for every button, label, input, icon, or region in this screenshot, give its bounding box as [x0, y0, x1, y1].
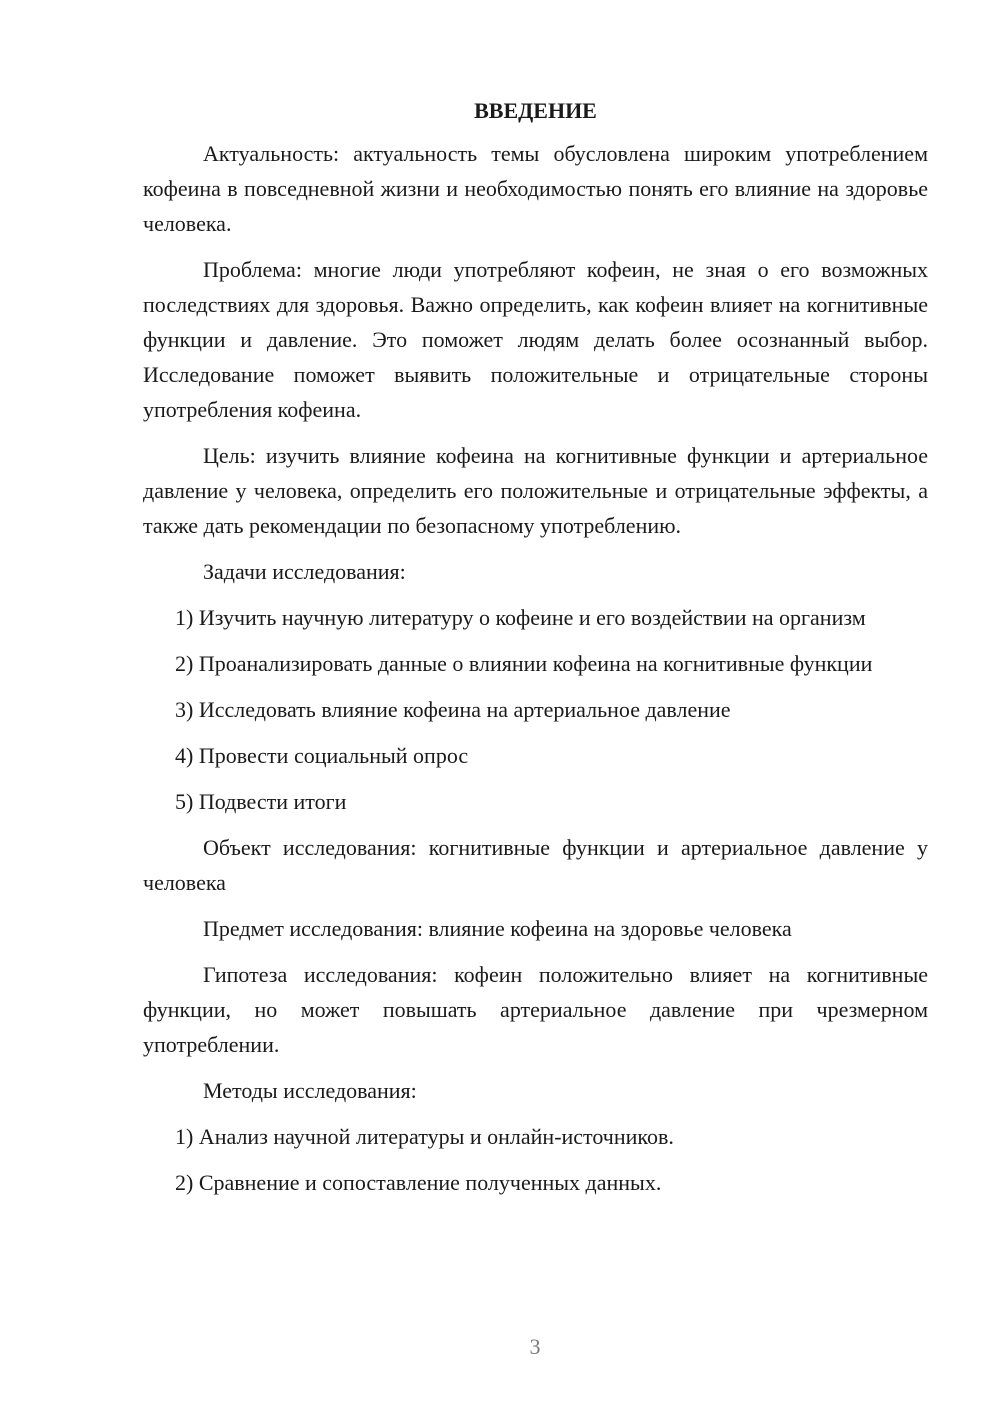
task-item: 3) Исследовать влияние кофеина на артериальное давление [175, 697, 731, 722]
object-paragraph: Объект исследования: когнитивные функции и артериальное давление у человека [143, 835, 928, 895]
problem-paragraph: Проблема: многие люди употребляют кофеин, не зная о его возможных последствиях для здоровья. Важно определить, как кофеин влияет на когнитивные функции и давление. Это поможет людям делать более осознанный выбор. Исследование поможет выявить положительные и отрицательные стороны употребления кофеина. [143, 257, 928, 422]
subject-paragraph: Предмет исследования: влияние кофеина на здоровье человека [203, 916, 792, 941]
relevance-paragraph: Актуальность: актуальность темы обусловлена широким употреблением кофеина в повседневной жизни и необходимостью понять его влияние на здоровье человека. [143, 141, 928, 236]
tasks-heading: Задачи исследования: [203, 559, 406, 584]
task-item: 1) Изучить научную литературу о кофеине и его воздействии на организм [175, 605, 866, 630]
method-item: 2) Сравнение и сопоставление полученных данных. [175, 1170, 662, 1195]
task-item: 2) Проанализировать данные о влиянии кофеина на когнитивные функции [175, 651, 873, 676]
page-number: 3 [529, 1334, 541, 1359]
hypothesis-paragraph: Гипотеза исследования: кофеин положительно влияет на когнитивные функции, но может повышать артериальное давление при чрезмерном употреблении. [143, 962, 928, 1057]
page-content [143, 93, 928, 1211]
task-item: 4) Провести социальный опрос [175, 743, 469, 768]
goal-paragraph: Цель: изучить влияние кофеина на когнитивные функции и артериальное давление у человека, определить его положительные и отрицательные эффекты, а также дать рекомендации по безопасному употреблению. [143, 443, 928, 538]
methods-heading: Методы исследования: [203, 1078, 417, 1103]
method-item: 1) Анализ научной литературы и онлайн-источников. [175, 1124, 674, 1149]
task-item: 5) Подвести итоги [175, 789, 347, 814]
page-title: ВВЕДЕНИЕ [474, 98, 597, 123]
